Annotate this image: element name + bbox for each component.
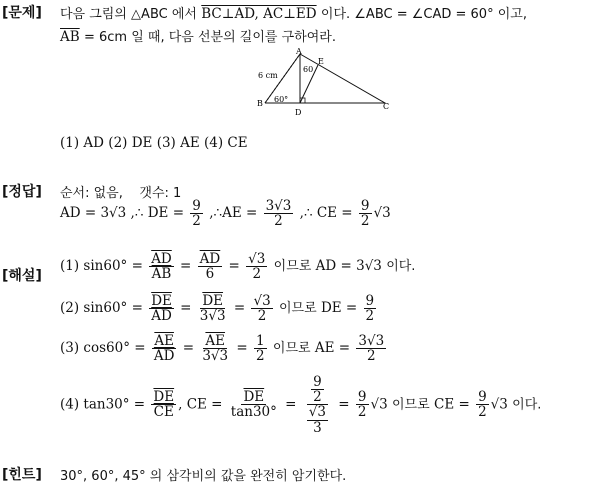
fraction-numerator: 3√3: [265, 198, 292, 214]
step4-frac-r: [356, 390, 369, 419]
fraction-denominator: 2: [313, 389, 322, 406]
problem-item-1: (1) AD: [60, 135, 104, 151]
fraction-denominator: 2: [360, 213, 370, 230]
problem-item-3: (3) AE: [156, 135, 200, 151]
fraction-denominator: 2: [478, 404, 487, 421]
step3-frac-b: [200, 334, 230, 363]
fraction-denominator: tan30°: [230, 404, 277, 421]
step4-tail-a: 이므로: [392, 397, 430, 413]
answer-ce-fraction: [359, 199, 372, 228]
problem-text-1a: 다음 그림의 △ABC 에서: [60, 7, 197, 22]
fraction-denominator: 3√3: [199, 308, 226, 325]
answer-count: 갯수: 1: [139, 186, 182, 201]
fraction-denominator: 2: [256, 348, 265, 365]
step3-tail-a: 이므로: [272, 341, 311, 357]
problem-text-2a: $\overline{AB}$: [60, 29, 80, 45]
fraction-denominator: 2: [367, 348, 376, 365]
fraction-denominator: 2: [274, 213, 283, 230]
fraction-numerator: √3: [308, 404, 326, 421]
fraction-denominator: 2: [357, 404, 367, 421]
length-ab-label: 6 cm: [258, 71, 278, 80]
step1-frac-c: [246, 252, 267, 281]
vertex-b: B: [257, 99, 263, 108]
step2-frac-a: [149, 294, 174, 323]
solution-step-3: (3) cos60° = $\frac{\overline{AE}}{AD}$ = $\frac{\overline{AE}}{3√3}$ = $\frac{1}{2}$ 이므로 AE = $\frac{3√3}{2}$: [60, 333, 385, 365]
fraction-numerator: 9: [357, 389, 367, 406]
fraction-numerator: $\overline{AD}$: [199, 251, 221, 267]
fraction-numerator: 9: [365, 293, 375, 309]
answer-ae-prefix: ,∴AE =: [209, 205, 258, 222]
answer-order: 순서: 없음,: [60, 186, 123, 201]
answer-ce-prefix: ,∴ CE =: [299, 205, 353, 222]
answer-ce-tail: √3: [373, 205, 391, 222]
solution-step-4: (4) tan30° = $\frac{\overline{DE}}{CE}$ , CE = $\frac{\overline{DE}}{\tan 30^\circ}$ = $\frac{\frac{9}{2}}{\frac{√3}{3}}$ = $\frac{9}{2}$ √3 이므로 CE = $\frac{9}{2}$ √3 이다.: [60, 374, 542, 436]
hint-text: 30°, 60°, 45° 의 삼각비의 값을 완전히 암기한다.: [60, 469, 347, 484]
step1-tail-b: AD = 3√3: [315, 258, 382, 275]
step4-tail-b: CE =: [433, 396, 470, 413]
fraction-numerator: $\overline{DE}$: [243, 389, 265, 406]
step1-frac-a: [149, 252, 174, 281]
fraction-numerator: $\overline{AD}$: [151, 251, 172, 267]
fraction-denominator: 2: [252, 266, 262, 283]
hint-label: [힌트]: [2, 467, 42, 483]
step4-end: 이다.: [512, 397, 542, 413]
step4-frac-a: [151, 390, 176, 419]
step3-head: (3) cos60° =: [60, 340, 146, 357]
step4-r-tail: √3: [370, 396, 388, 413]
fraction-denominator: CE: [153, 404, 174, 421]
fraction-numerator: √3: [248, 251, 266, 267]
fraction-numerator: √3: [253, 293, 271, 309]
fraction-denominator: AB: [151, 266, 172, 283]
step3-tail-b: AE =: [314, 340, 351, 357]
answer-label: [정답]: [2, 184, 42, 200]
step4-head: (4) tan30° =: [60, 396, 146, 413]
solution-step-1: (1) sin60° = $\frac{\overline{AD}}{AB}$ = $\frac{\overline{AD}}{6}$ = $\frac{√3}{2}$ 이므로 AD = 3√3 이다.: [60, 251, 416, 283]
step1-frac-b: [198, 252, 223, 281]
fraction-denominator: AD: [151, 308, 172, 325]
step2-tail-a: 이므로: [278, 301, 317, 317]
fraction-numerator: $\overline{AE}$: [154, 333, 174, 349]
step4-compound-fraction: [303, 375, 332, 435]
step3-result-fraction: [356, 334, 386, 363]
step1-tail-a: 이므로: [273, 259, 312, 275]
fraction-denominator: 2: [192, 213, 201, 230]
fraction-numerator: $\overline{DE}$: [153, 389, 175, 406]
fraction-denominator: AD: [153, 348, 175, 365]
step2-result-fraction: [364, 294, 377, 323]
inner-top-fraction: [311, 375, 324, 404]
angle-b-label: 60°: [274, 95, 289, 104]
fraction-denominator: 2: [257, 308, 267, 325]
fraction-numerator: $\overline{DE}$: [151, 293, 172, 309]
step1-tail-c: 이다.: [386, 259, 416, 275]
step4-frac-b: [229, 390, 279, 419]
step3-frac-a: [152, 334, 177, 363]
step2-head: (2) sin60° =: [60, 300, 143, 317]
vertex-a: A: [296, 48, 302, 56]
compound-top: [307, 375, 328, 405]
vertex-c: C: [383, 102, 390, 111]
step2-tail-b: DE =: [320, 300, 358, 317]
fraction-numerator: $\overline{DE}$: [202, 293, 224, 309]
fraction-numerator: 9: [478, 389, 487, 406]
angle-a-label: 60: [303, 65, 314, 74]
answer-values: [60, 199, 391, 228]
fraction-denominator: 6: [205, 266, 215, 283]
step1-head: (1) sin60° =: [60, 258, 143, 275]
compound-bottom: [303, 405, 332, 434]
vertex-d: D: [295, 108, 302, 117]
triangle-figure: [255, 48, 395, 118]
fraction-denominator: 3√3: [202, 348, 229, 365]
problem-text-1b: BC⊥AD, AC⊥ED: [201, 6, 317, 22]
fraction-numerator: 9: [313, 374, 322, 390]
problem-items: [60, 135, 248, 151]
answer-de-prefix: ,∴ DE =: [130, 205, 184, 222]
inner-bottom-fraction: [307, 405, 328, 434]
solution-label: [해설]: [2, 268, 42, 284]
answer-de-fraction: [190, 199, 203, 228]
fraction-numerator: 9: [192, 198, 201, 214]
fraction-numerator: 3√3: [358, 333, 385, 349]
step4-result-fraction: [476, 390, 489, 419]
answer-ae-fraction: [264, 199, 294, 228]
step3-frac-c: [254, 334, 267, 363]
solution-step-2: (2) sin60° = $\frac{\overline{DE}}{AD}$ = $\frac{\overline{DE}}{3√3}$ = $\frac{√3}{2}$ 이므로 DE = $\frac{9}{2}$: [60, 293, 375, 325]
problem-line-1: [60, 3, 527, 22]
step4-mid: , CE =: [178, 396, 223, 413]
step2-frac-b: [198, 294, 228, 323]
problem-item-4: (4) CE: [204, 135, 248, 151]
problem-line-2: [60, 26, 336, 45]
problem-item-2: (2) DE: [108, 135, 153, 151]
problem-label: [문제]: [2, 5, 42, 21]
fraction-numerator: 9: [360, 198, 370, 214]
vertex-e: E: [318, 57, 324, 66]
problem-text-1c: 이다. ∠ABC = ∠CAD = 60° 이고,: [320, 7, 527, 22]
fraction-numerator: 1: [256, 333, 265, 349]
fraction-denominator: 3: [313, 419, 322, 436]
answer-ad: AD = 3√3: [60, 205, 127, 222]
fraction-numerator: $\overline{AE}$: [205, 333, 226, 349]
fraction-denominator: 2: [365, 308, 375, 325]
problem-text-2b: = 6cm 일 때, 다음 선분의 길이를 구하여라.: [83, 30, 336, 45]
step2-frac-c: [251, 294, 272, 323]
step4-result-tail: √3: [490, 396, 508, 413]
